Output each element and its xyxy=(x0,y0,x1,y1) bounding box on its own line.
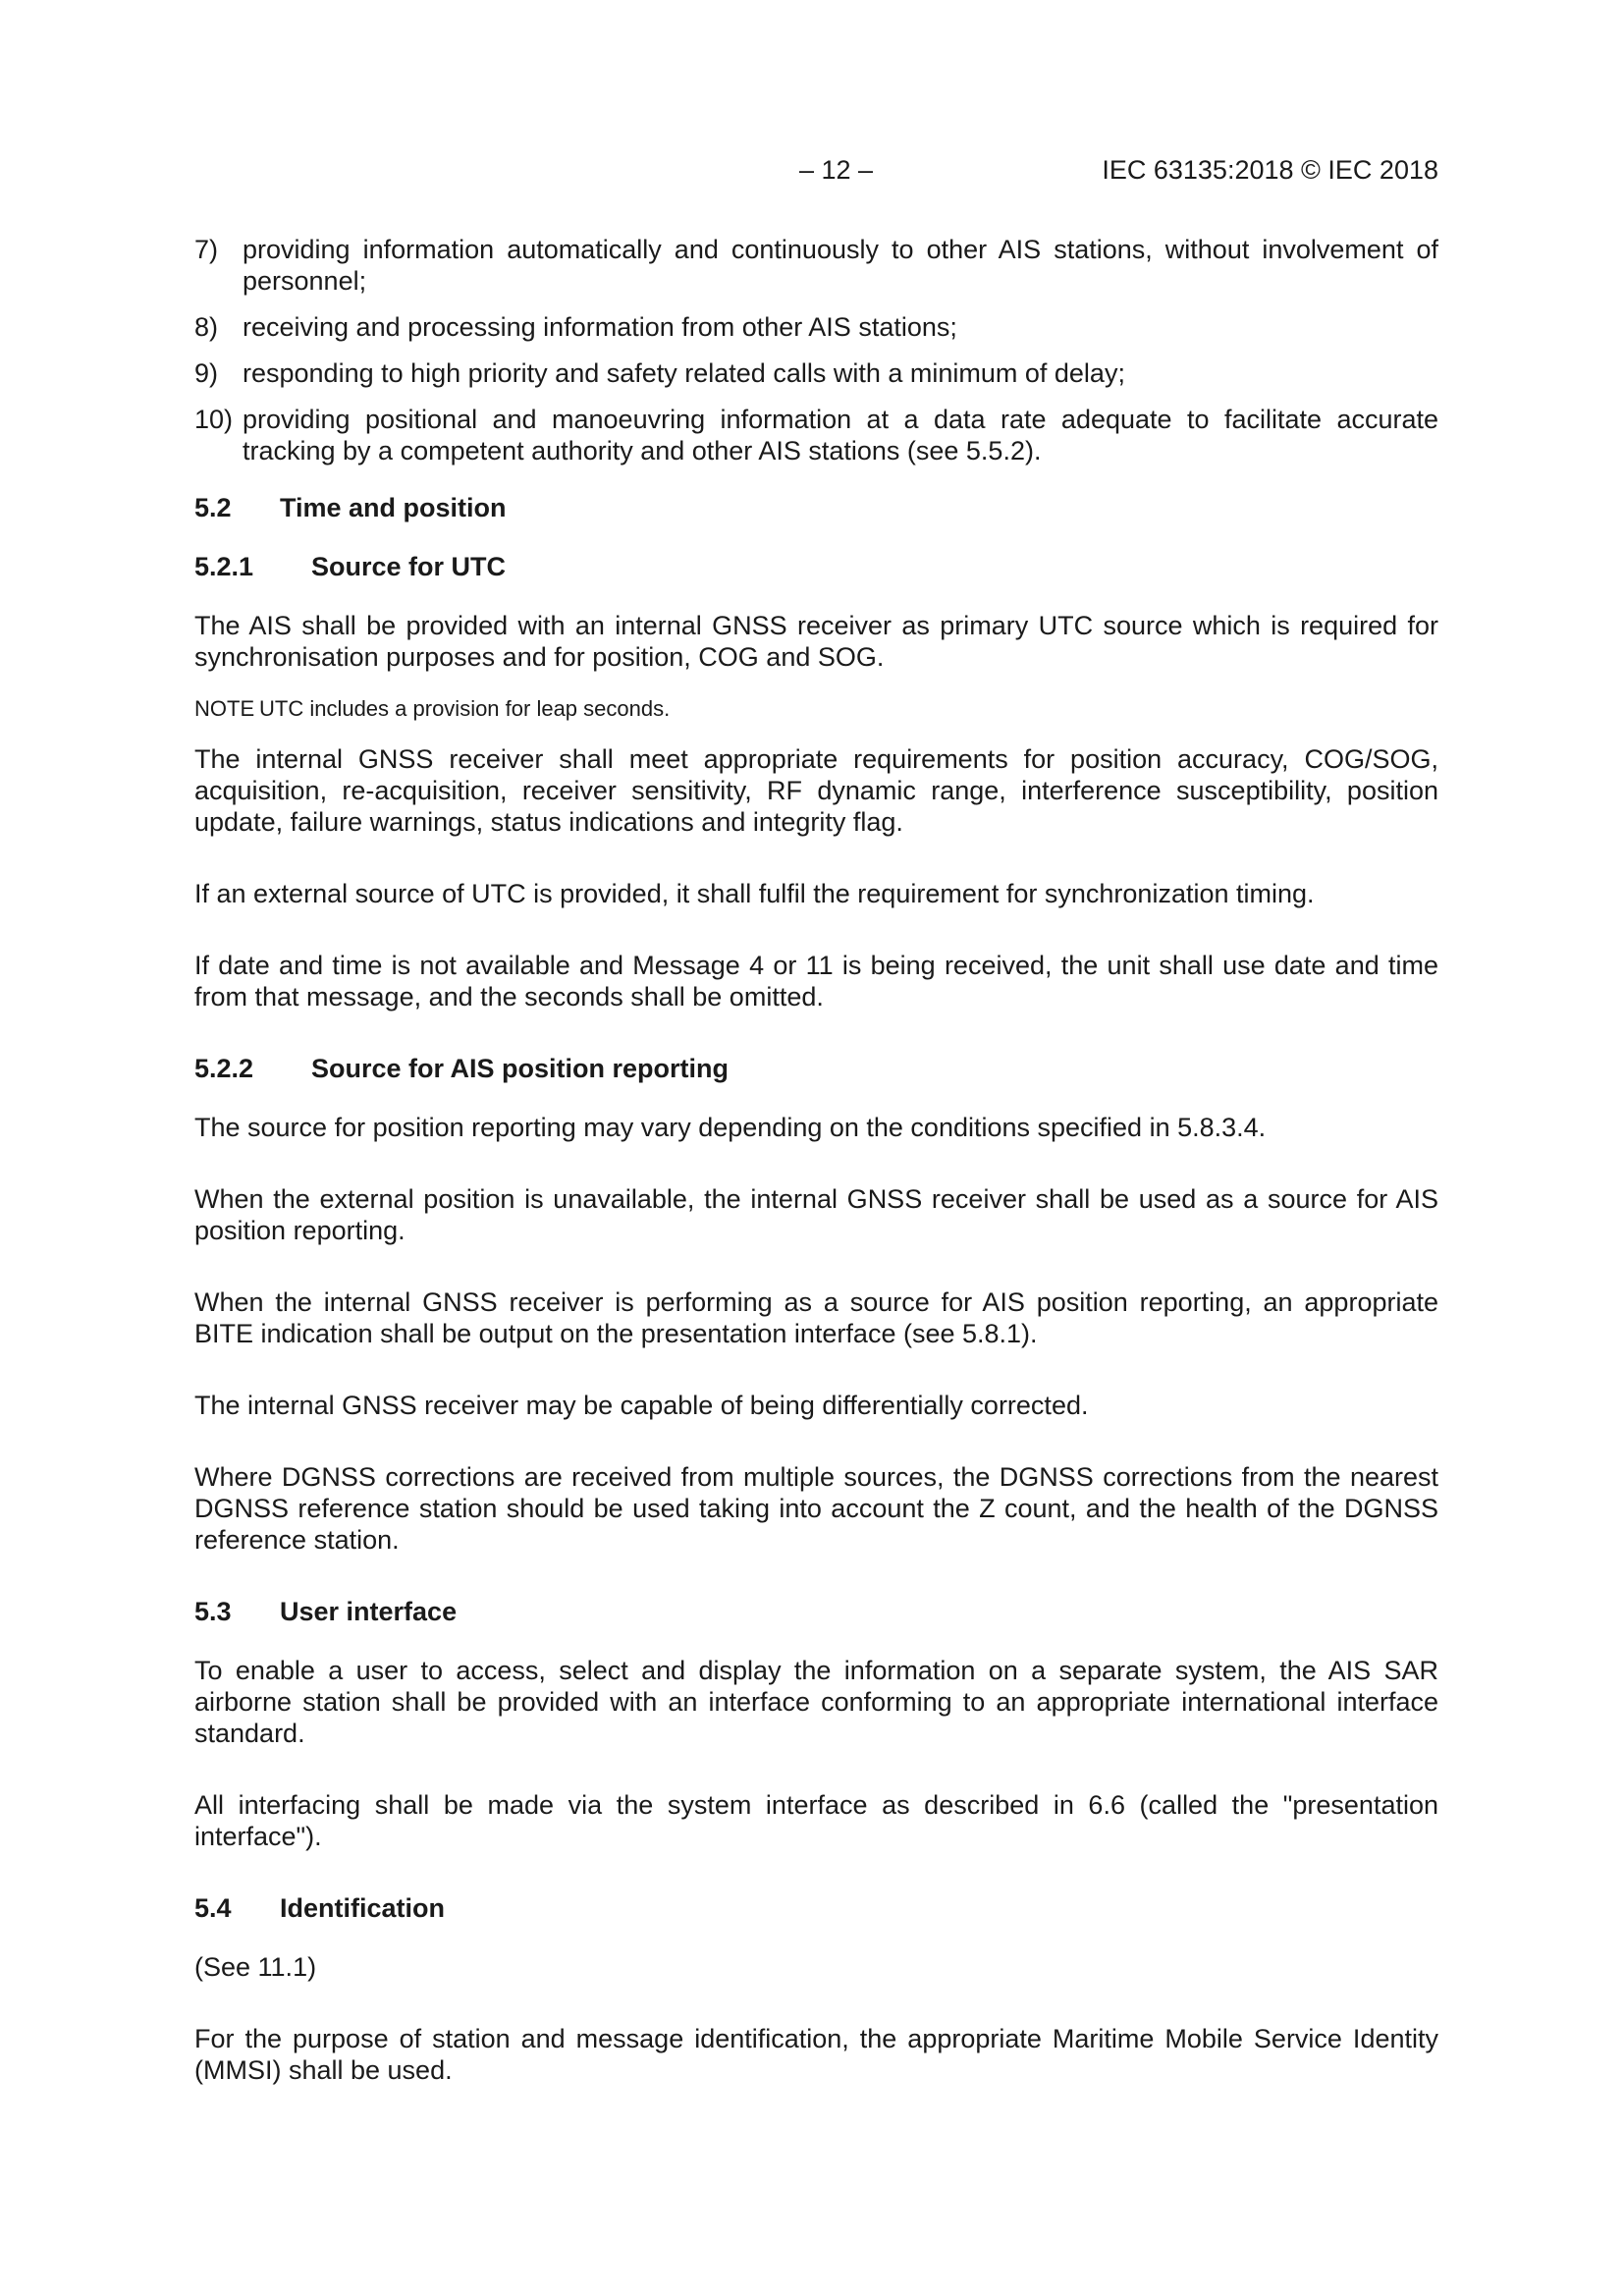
page-content xyxy=(194,234,1438,2086)
paragraph: If an external source of UTC is provided, it shall fulfil the requirement for synchronization timing. xyxy=(194,879,1315,908)
paragraph: The AIS shall be provided with an internal GNSS receiver as primary UTC source which is required for synchronisation purposes and for position, COG and SOG. xyxy=(194,611,1438,672)
paragraph: Where DGNSS corrections are received from multiple sources, the DGNSS corrections from the nearest DGNSS reference station should be used taking into account the Z count, and the health of the DGNSS reference station. xyxy=(194,1462,1438,1555)
list-item-text: providing positional and manoeuvring information at a data rate adequate to facilitate accurate tracking by a competent authority and other AIS stations (see 5.5.2). xyxy=(243,405,1438,465)
list-item-number: 10) xyxy=(194,405,234,434)
note-label: NOTE xyxy=(194,696,255,721)
paragraph: When the internal GNSS receiver is performing as a source for AIS position reporting, an appropriate BITE indication shall be output on the presentation interface (see 5.8.1). xyxy=(194,1287,1438,1348)
section-title: Identification xyxy=(280,1893,445,1923)
section-heading-5-4 xyxy=(194,1892,1438,1924)
paragraph: To enable a user to access, select and display the information on a separate system, the AIS SAR airborne station shall be provided with an interface conforming to an appropriate international interface standard. xyxy=(194,1656,1438,1748)
paragraph: (See 11.1) xyxy=(194,1952,317,1982)
list-item-number: 8) xyxy=(194,312,219,342)
list-item-text: responding to high priority and safety related calls with a minimum of delay; xyxy=(243,358,1125,388)
paragraph: For the purpose of station and message identification, the appropriate Maritime Mobile Service Identity (MMSI) shall be used. xyxy=(194,2024,1438,2085)
paragraph: The internal GNSS receiver may be capable of being differentially corrected. xyxy=(194,1391,1089,1420)
section-number: 5.2 xyxy=(194,493,232,522)
section-heading-5-2-2 xyxy=(194,1053,1438,1084)
list-item xyxy=(194,404,1438,466)
paragraph: All interfacing shall be made via the system interface as described in 6.6 (called the "presentation interface"). xyxy=(194,1790,1438,1851)
paragraph: The source for position reporting may vary depending on the conditions specified in 5.8.3.4. xyxy=(194,1113,1267,1142)
section-title: User interface xyxy=(280,1597,458,1626)
list-item xyxy=(194,357,1438,389)
list-item-text: receiving and processing information from other AIS stations; xyxy=(243,312,957,342)
section-number: 5.2.2 xyxy=(194,1054,254,1083)
paragraph: When the external position is unavailable, the internal GNSS receiver shall be used as a source for AIS position reporting. xyxy=(194,1184,1438,1245)
section-title: Source for UTC xyxy=(311,552,507,581)
note-text: UTC includes a provision for leap seconds. xyxy=(259,696,671,721)
paragraph: If date and time is not available and Message 4 or 11 is being received, the unit shall use date and time from that message, and the seconds shall be omitted. xyxy=(194,951,1438,1011)
list-item xyxy=(194,234,1438,297)
section-heading-5-2 xyxy=(194,492,1438,523)
note xyxy=(194,695,1438,723)
list-item-number: 7) xyxy=(194,235,219,264)
section-number: 5.2.1 xyxy=(194,552,254,581)
document-reference: IEC 63135:2018 © IEC 2018 xyxy=(1102,155,1438,185)
section-number: 5.3 xyxy=(194,1597,232,1626)
section-title: Source for AIS position reporting xyxy=(311,1054,730,1083)
list-item xyxy=(194,311,1438,343)
paragraph: The internal GNSS receiver shall meet appropriate requirements for position accuracy, COG/SOG, acquisition, re-acquisition, receiver sensitivity, RF dynamic range, interference susceptibility, position update, failure warnings, status indications and integrity flag. xyxy=(194,744,1438,837)
section-title: Time and position xyxy=(280,493,507,522)
page-header xyxy=(194,155,1438,191)
list-item-text: providing information automatically and continuously to other AIS stations, without involvement of personnel; xyxy=(243,235,1438,296)
section-number: 5.4 xyxy=(194,1893,232,1923)
section-heading-5-2-1 xyxy=(194,551,1438,582)
list-item-number: 9) xyxy=(194,358,219,388)
section-heading-5-3 xyxy=(194,1596,1438,1627)
page-number: – 12 – xyxy=(799,155,874,185)
